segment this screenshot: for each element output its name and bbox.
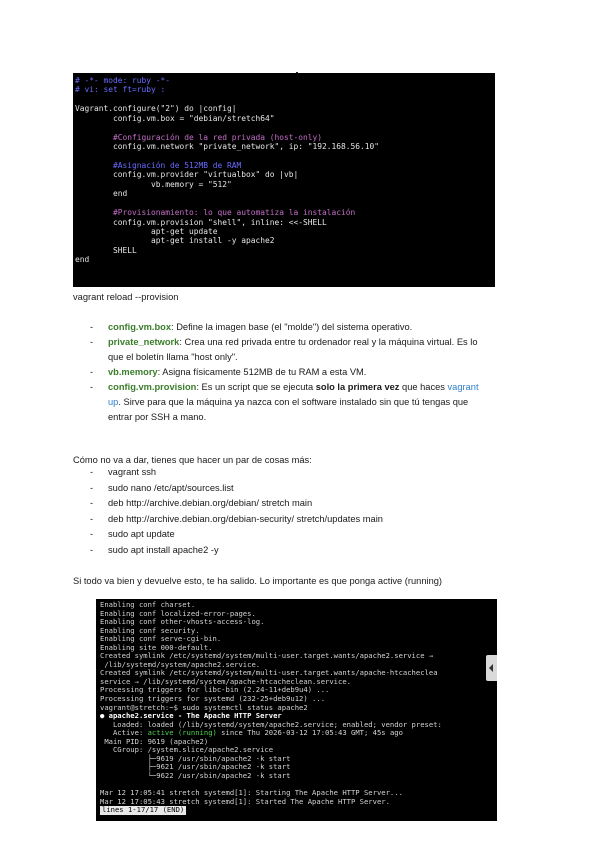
term-description: : Crea una red privada entre tu ordenador real y la máquina virtual. Es lo — [179, 337, 478, 347]
terminal-line: Enabling conf charset. — [100, 600, 196, 609]
terminal-line: Created symlink /etc/systemd/system/multi-user.target.wants/apache2.service → — [100, 651, 434, 661]
bullet-dash: - — [90, 482, 94, 493]
command-item — [90, 543, 383, 559]
terminal-line: vagrant@stretch:~$ sudo systemctl status apache2 — [100, 702, 308, 712]
terminal-line: Mar 12 17:05:43 stretch systemd[1]: Started The Apache HTTP Server. — [100, 796, 390, 806]
command-item — [90, 496, 383, 512]
vagrantfile-line — [75, 95, 495, 104]
description-item — [90, 365, 548, 380]
bullet-dash: - — [90, 382, 94, 392]
term-description: . Sirve para que la máquina ya nazca con el software instalado sin que tú tengas que — [118, 397, 469, 407]
description-item — [90, 335, 548, 365]
terminal-line: Enabling conf other-vhosts-access-log. — [100, 617, 265, 627]
term-description: que haces — [399, 382, 448, 392]
terminal-line: ├─9621 /usr/sbin/apache2 -k start — [100, 762, 291, 772]
extra-commands-list — [90, 465, 383, 559]
command-text: deb http://archive.debian.org/debian-security/ stretch/updates main — [108, 513, 383, 524]
bullet-dash: - — [90, 367, 94, 377]
bullet-dash: - — [90, 337, 94, 347]
terminal-line: Enabling site 000-default. — [100, 642, 213, 652]
term-description: que el boletín llama "host only". — [108, 352, 238, 362]
description-item — [90, 380, 548, 425]
terminal-line: Enabling conf serve-cgi-bin. — [100, 634, 222, 644]
terminal-line: CGroup: /system.slice/apache2.service — [100, 745, 274, 755]
command-text: sudo apt update — [108, 529, 175, 540]
term-name: private_network — [108, 337, 180, 347]
vagrantfile-line: config.vm.box = "debian/stretch64" — [75, 113, 275, 123]
command-text: sudo nano /etc/apt/sources.list — [108, 482, 234, 493]
command-highlight: vagrant — [447, 382, 479, 392]
vagrantfile-line: config.vm.provision "shell", inline: <<-SHELL — [75, 217, 327, 227]
vagrantfile-line — [75, 123, 495, 132]
description-item — [90, 320, 548, 335]
service-header: ● apache2.service - The Apache HTTP Server — [100, 711, 282, 721]
bullet-dash: - — [90, 467, 94, 477]
active-since: since Thu 2026-03-12 17:05:43 GMT; 45s ago — [216, 728, 403, 738]
term-description: entrar por SSH a mano. — [108, 412, 207, 422]
vagrantfile-line: end — [75, 189, 128, 199]
bullet-dash: - — [90, 513, 94, 524]
terminal-line — [100, 806, 497, 815]
bullet-dash: - — [90, 498, 94, 509]
terminal-line: Enabling conf security. — [100, 625, 200, 635]
terminal-line: /lib/systemd/system/apache2.service. — [100, 659, 261, 669]
apache-status-terminal — [96, 599, 497, 821]
command-text: sudo apt install apache2 -y — [108, 544, 219, 555]
side-scroll-tab[interactable] — [486, 655, 497, 681]
term-description: : Asigna físicamente 512MB de tu RAM a esta VM. — [157, 367, 367, 377]
command-item — [90, 512, 383, 528]
command-item — [90, 481, 383, 497]
command-text: vagrant ssh — [108, 467, 157, 477]
vagrantfile-line: # -*- mode: ruby -*- — [75, 76, 171, 85]
vagrantfile-line: SHELL — [75, 245, 137, 255]
terminal-line: Loaded: loaded (/lib/systemd/system/apache2.service; enabled; vendor preset: — [100, 719, 442, 729]
reload-command-text: vagrant reload --provision — [73, 292, 179, 302]
terminal-line: Main PID: 9619 (apache2) — [100, 736, 209, 746]
terminal-line: service → /lib/systemd/system/apache-htcacheclean.service. — [100, 676, 351, 686]
vagrantfile-line: #Configuración de la red privada (host-only) — [75, 132, 323, 142]
terminal-line: Mar 12 17:05:41 stretch systemd[1]: Starting The Apache HTTP Server... — [100, 788, 403, 798]
active-label: Active: — [100, 728, 148, 738]
extra-steps-intro: Cómo no va a dar, tienes que hacer un par de cosas más: — [73, 455, 312, 465]
term-description: : Define la imagen base (el "molde") del sistema operativo. — [171, 322, 413, 332]
term-description: : Es un script que se ejecuta — [196, 382, 316, 392]
description-list — [90, 320, 548, 425]
bullet-dash: - — [90, 529, 94, 540]
bullet-dash: - — [90, 544, 94, 555]
terminal-line: Processing triggers for libc-bin (2.24-11+deb9u4) ... — [100, 685, 330, 695]
vagrantfile-line: #Provisionamiento: lo que automatiza la instalación — [75, 208, 356, 218]
vagrantfile-line: config.vm.network "private_network", ip: "192.168.56.10" — [75, 142, 380, 152]
vagrantfile-line — [75, 152, 495, 161]
command-item — [90, 465, 383, 481]
vagrantfile-line: # vi: set ft=ruby : — [75, 85, 166, 95]
bullet-dash: - — [90, 322, 94, 332]
terminal-line: Created symlink /etc/systemd/system/multi-user.target.wants/apache-htcacheclea — [100, 668, 438, 678]
terminal-line: Enabling conf localized-error-pages. — [100, 608, 256, 618]
vagrantfile-line — [75, 199, 495, 208]
pager-status-bar: lines 1-17/17 (END) — [102, 805, 185, 815]
vagrantfile-line: Vagrant.configure("2") do |config| — [75, 104, 237, 114]
vagrantfile-line: vb.memory = "512" — [75, 179, 232, 189]
command-item — [90, 527, 383, 543]
active-running-status: active (running) — [147, 728, 217, 738]
success-text: Si todo va bien y devuelve esto, te ha salido. Lo importante es que ponga active (running) — [73, 576, 443, 586]
vagrantfile-line: apt-get install -y apache2 — [75, 236, 275, 246]
term-name: vb.memory — [108, 367, 158, 377]
vagrantfile-line: end — [75, 255, 90, 265]
emphasis-text: solo la primera vez — [315, 382, 400, 392]
vagrantfile-line: #Asignación de 512MB de RAM — [75, 160, 242, 170]
term-name: config.vm.provision — [108, 382, 197, 392]
command-text: deb http://archive.debian.org/debian/ stretch main — [108, 498, 313, 509]
command-highlight: up — [108, 397, 119, 407]
vagrantfile-terminal — [73, 73, 495, 287]
vagrantfile-line: config.vm.provider "virtualbox" do |vb| — [75, 170, 299, 180]
terminal-line: └─9622 /usr/sbin/apache2 -k start — [100, 770, 291, 780]
terminal-line: Processing triggers for systemd (232-25+deb9u12) ... — [100, 694, 326, 704]
terminal-line: ├─9619 /usr/sbin/apache2 -k start — [100, 753, 291, 763]
vagrantfile-line: apt-get update — [75, 227, 218, 236]
term-name: config.vm.box — [108, 322, 172, 332]
